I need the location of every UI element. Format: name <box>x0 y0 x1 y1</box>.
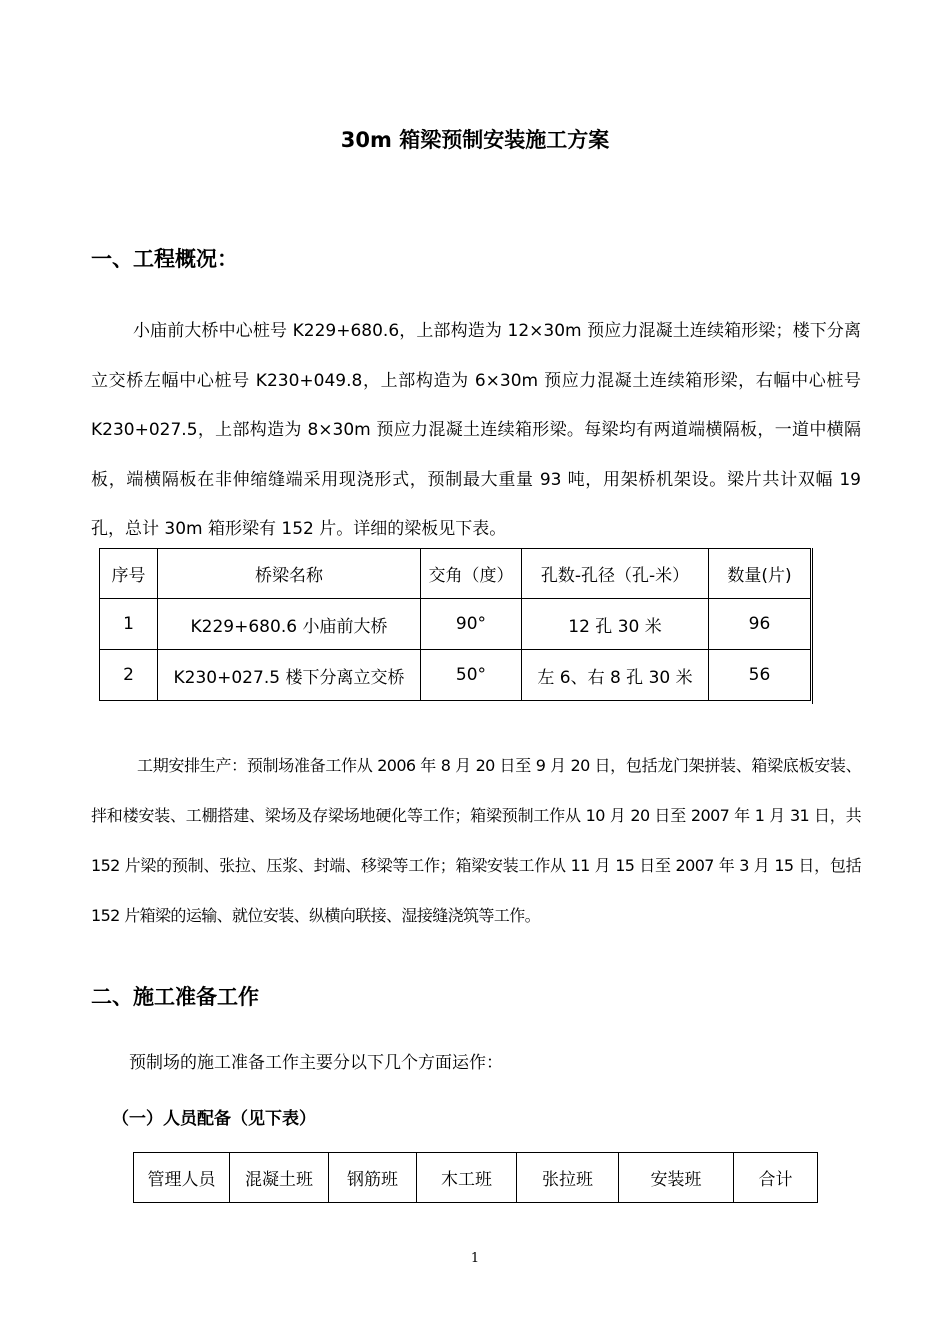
staffing-table-header: 合计 <box>734 1153 818 1203</box>
document-title: 30m 箱梁预制安装施工方案 <box>340 128 610 152</box>
table-cell: 96 <box>709 599 811 650</box>
bridge-table-header-row <box>100 549 811 599</box>
staffing-table-header: 管理人员 <box>134 1153 230 1203</box>
section-2-heading: 二、施工准备工作 <box>91 985 259 1009</box>
table-cell: 12 孔 30 米 <box>522 599 709 650</box>
section-1-heading: 一、工程概况： <box>91 247 238 271</box>
table-cell: 90° <box>421 599 522 650</box>
staffing-subheading: （一）人员配备（见下表） <box>112 1109 316 1129</box>
bridge-table <box>99 548 811 701</box>
bridge-table-header: 交角（度） <box>421 549 522 599</box>
bridge-table-header: 桥梁名称 <box>158 549 421 599</box>
table-cell: K229+680.6 小庙前大桥 <box>158 599 421 650</box>
table-cell: K230+027.5 楼下分离立交桥 <box>158 650 421 701</box>
staffing-table-header: 张拉班 <box>517 1153 619 1203</box>
table-border-line <box>812 548 813 704</box>
table-cell: 2 <box>100 650 158 701</box>
table-cell: 50° <box>421 650 522 701</box>
staffing-table-header: 安装班 <box>619 1153 734 1203</box>
table-cell: 1 <box>100 599 158 650</box>
section-2-intro: 预制场的施工准备工作主要分以下几个方面运作： <box>129 1053 503 1073</box>
staffing-table-header: 混凝土班 <box>230 1153 329 1203</box>
section-1-paragraph: 小庙前大桥中心桩号 K229+680.6，上部构造为 12×30m 预应力混凝土连续箱形梁；楼下分离立交桥左幅中心桩号 K230+049.8，上部构造为 6×30m 预应力混凝土连续箱形梁，右幅中心桩号 K230+027.5，上部构造为 8×30m 预应力混凝土连续箱形梁。每梁均有两道端横隔板，一道中横隔板，端横隔板在非伸缩缝端采用现浇形式，预制最大重量 93 吨，用架桥机架设。梁片共计双幅 19 孔，总计 30m 箱形梁有 152 片。详细的梁板见下表。 <box>91 321 861 539</box>
staffing-table-header-row <box>134 1153 818 1203</box>
table-cell: 左 6、右 8 孔 30 米 <box>522 650 709 701</box>
bridge-table-header: 孔数-孔径（孔-米） <box>522 549 709 599</box>
staffing-table <box>133 1152 818 1203</box>
bridge-table-header: 数量(片) <box>709 549 811 599</box>
table-row <box>100 650 811 701</box>
table-cell: 56 <box>709 650 811 701</box>
staffing-table-header: 钢筋班 <box>329 1153 417 1203</box>
schedule-paragraph: 工期安排生产：预制场准备工作从 2006 年 8 月 20 日至 9 月 20 日，包括龙门架拼装、箱梁底板安装、拌和楼安装、工棚搭建、梁场及存梁场地硬化等工作；箱梁预制工作从 10 月 20 日至 2007 年 1 月 31 日，共 152 片梁的预制、张拉、压浆、封端、移梁等工作；箱梁安装工作从 11 月 15 日至 2007 年 3 月 15 日，包括 152 片箱梁的运输、就位安装、纵横向联接、湿接缝浇筑等工作。 <box>91 756 861 925</box>
page-number: 1 <box>470 1251 480 1266</box>
bridge-table-header: 序号 <box>100 549 158 599</box>
table-row <box>100 599 811 650</box>
staffing-table-header: 木工班 <box>417 1153 517 1203</box>
